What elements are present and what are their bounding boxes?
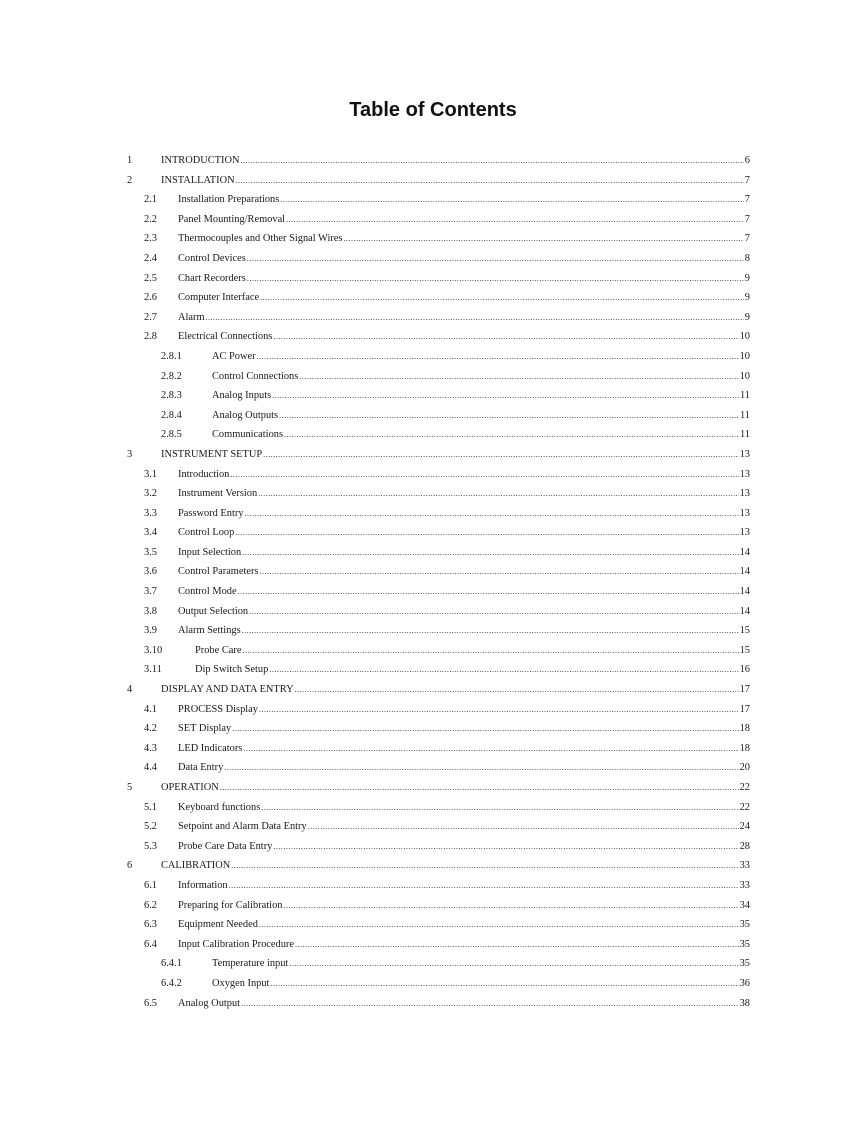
toc-entry-page-number: 14 — [739, 586, 750, 598]
toc-entry-number: 3.7 — [144, 586, 157, 598]
toc-dot-leader — [279, 406, 739, 426]
toc-entry-title: Control Loop — [178, 527, 235, 539]
toc-entry-number: 6.4 — [144, 938, 157, 950]
toc-entry-page-number: 34 — [739, 899, 750, 911]
toc-entry-title: SET Display — [178, 723, 232, 735]
toc-entry-number: 2.7 — [144, 311, 157, 323]
toc-dot-leader — [289, 954, 738, 974]
toc-entry-page-number: 17 — [739, 684, 750, 696]
toc-entry-line — [178, 327, 750, 347]
toc-entry-number: 5.3 — [144, 840, 157, 852]
toc-entry-number: 6 — [127, 860, 133, 872]
toc-entry[interactable] — [0, 876, 866, 896]
toc-entry-line — [178, 798, 750, 818]
toc-entry-line — [178, 190, 750, 210]
toc-entry-title: Equipment Needed — [178, 919, 258, 931]
toc-entry[interactable] — [0, 406, 866, 426]
toc-entry-number: 6.3 — [144, 919, 157, 931]
toc-entry-page-number: 28 — [739, 840, 750, 852]
toc-entry[interactable] — [0, 229, 866, 249]
toc-entry-line — [195, 660, 750, 680]
toc-entry-title: Password Entry — [178, 507, 244, 519]
toc-entry[interactable] — [0, 562, 866, 582]
toc-dot-leader — [249, 602, 738, 622]
toc-dot-leader — [243, 739, 738, 759]
toc-entry-page-number: 35 — [739, 938, 750, 950]
toc-entry[interactable] — [0, 523, 866, 543]
toc-dot-leader — [241, 151, 744, 171]
toc-dot-leader — [259, 915, 739, 935]
toc-entry-number: 2.4 — [144, 252, 157, 264]
toc-entry-page-number: 15 — [739, 644, 750, 656]
toc-entry[interactable] — [0, 758, 866, 778]
toc-entry[interactable] — [0, 602, 866, 622]
toc-entry[interactable] — [0, 484, 866, 504]
toc-entry[interactable] — [0, 249, 866, 269]
toc-entry-number: 2.3 — [144, 233, 157, 245]
toc-dot-leader — [229, 876, 739, 896]
toc-entry-line — [212, 386, 750, 406]
toc-entry-page-number: 18 — [739, 723, 750, 735]
toc-entry-line — [178, 602, 750, 622]
toc-entry[interactable] — [0, 954, 866, 974]
toc-entry-number: 2 — [127, 174, 133, 186]
toc-dot-leader — [280, 190, 744, 210]
toc-dot-leader — [257, 347, 739, 367]
toc-entry-title: Control Devices — [178, 252, 246, 264]
toc-entry-title: Control Connections — [212, 370, 299, 382]
toc-entry-page-number: 6 — [744, 155, 750, 166]
toc-dot-leader — [286, 210, 744, 230]
toc-entry[interactable] — [0, 190, 866, 210]
toc-dot-leader — [230, 465, 738, 485]
toc-entry-line — [178, 484, 750, 504]
toc-entry-page-number: 11 — [739, 390, 750, 402]
toc-entry-page-number: 10 — [739, 331, 750, 343]
toc-entry-page-number: 38 — [739, 997, 750, 1009]
toc-dot-leader — [273, 327, 738, 347]
toc-entry-title: Introduction — [178, 468, 230, 480]
toc-entry-page-number: 13 — [739, 507, 750, 519]
toc-entry-page-number: 18 — [739, 742, 750, 754]
toc-entry-page-number: 7 — [744, 233, 750, 245]
toc-dot-leader — [241, 994, 739, 1014]
toc-entry-line — [178, 719, 750, 739]
toc-entry-title: Analog Output — [178, 997, 241, 1009]
toc-entry-title: Alarm Settings — [178, 625, 241, 637]
toc-entry-page-number: 8 — [744, 252, 750, 264]
toc-entry-line — [178, 543, 750, 563]
toc-entry-number: 6.4.2 — [161, 977, 182, 989]
toc-entry-title: Information — [178, 879, 228, 891]
toc-entry-line — [178, 249, 750, 269]
toc-entry[interactable] — [0, 210, 866, 230]
toc-entry[interactable] — [0, 680, 866, 700]
toc-entry-number: 5.1 — [144, 801, 157, 813]
toc-entry[interactable] — [0, 367, 866, 387]
toc-entry-title: INSTRUMENT SETUP — [161, 448, 263, 460]
toc-entry[interactable] — [0, 347, 866, 367]
toc-dot-leader — [260, 288, 744, 308]
toc-entry-page-number: 11 — [739, 409, 750, 421]
toc-dot-leader — [242, 641, 738, 661]
toc-dot-leader — [231, 856, 738, 876]
toc-entry-number: 4.1 — [144, 703, 157, 715]
toc-entry[interactable] — [0, 308, 866, 328]
toc-entry-page-number: 35 — [739, 919, 750, 931]
toc-entry-number: 4.3 — [144, 742, 157, 754]
toc-entry-title: Setpoint and Alarm Data Entry — [178, 821, 307, 833]
toc-entry-number: 6.4.1 — [161, 958, 182, 970]
toc-entry-number: 3.11 — [144, 664, 162, 676]
toc-entry-number: 3.10 — [144, 644, 163, 656]
toc-entry-line — [178, 915, 750, 935]
toc-entry-number: 4 — [127, 684, 133, 696]
toc-entry-number: 2.8.1 — [161, 350, 182, 362]
toc-entry-line — [212, 406, 750, 426]
toc-entry-line — [212, 954, 750, 974]
toc-entry-title: AC Power — [212, 350, 256, 362]
toc-entry-title: Probe Care Data Entry — [178, 840, 273, 852]
toc-entry-title: Input Selection — [178, 546, 242, 558]
toc-entry-page-number: 10 — [739, 370, 750, 382]
toc-entry-line — [178, 700, 750, 720]
toc-entry-title: Data Entry — [178, 762, 224, 774]
toc-entry[interactable] — [0, 935, 866, 955]
toc-entry-number: 3.4 — [144, 527, 157, 539]
toc-entry-title: Analog Inputs — [212, 390, 272, 402]
toc-entry[interactable] — [0, 288, 866, 308]
toc-entry-line — [178, 758, 750, 778]
toc-entry-page-number: 7 — [744, 174, 750, 186]
toc-dot-leader — [343, 229, 743, 249]
toc-entry-line — [161, 778, 750, 798]
toc-entry-title: Probe Care — [195, 644, 242, 656]
toc-entry[interactable] — [0, 739, 866, 759]
toc-entry-line — [178, 896, 750, 916]
toc-entry-title: Input Calibration Procedure — [178, 938, 294, 950]
toc-dot-leader — [284, 425, 739, 445]
toc-entry-line — [212, 347, 750, 367]
toc-dot-leader — [245, 504, 739, 524]
toc-dot-leader — [261, 798, 738, 818]
toc-entry-line — [161, 445, 750, 465]
toc-entry-number: 5 — [127, 782, 133, 793]
toc-entry[interactable] — [0, 171, 866, 191]
toc-entry-number: 2.8.5 — [161, 429, 182, 441]
toc-entry-page-number: 22 — [739, 782, 750, 793]
toc-entry[interactable] — [0, 465, 866, 485]
toc-entry-line — [178, 523, 750, 543]
toc-entry[interactable] — [0, 641, 866, 661]
toc-entry-number: 6.2 — [144, 899, 157, 911]
toc-dot-leader — [283, 896, 738, 916]
toc-entry-title: Computer Interface — [178, 292, 260, 304]
toc-entry[interactable] — [0, 700, 866, 720]
toc-entry-line — [178, 210, 750, 230]
toc-entry-line — [161, 856, 750, 876]
toc-entry-page-number: 16 — [739, 664, 750, 676]
toc-entry-page-number: 13 — [739, 468, 750, 480]
toc-entry-line — [178, 465, 750, 485]
toc-entry[interactable] — [0, 837, 866, 857]
toc-entry[interactable] — [0, 778, 866, 798]
toc-entry-line — [178, 739, 750, 759]
toc-entry-title: Control Mode — [178, 586, 237, 598]
toc-entry-number: 2.8 — [144, 331, 157, 343]
toc-entry-line — [178, 562, 750, 582]
toc-entry-title: Installation Preparations — [178, 194, 280, 206]
toc-dot-leader — [242, 621, 739, 641]
toc-entry-title: Thermocouples and Other Signal Wires — [178, 233, 343, 245]
toc-entry-page-number: 33 — [739, 860, 750, 872]
toc-entry-number: 1 — [127, 155, 133, 166]
toc-entry-title: LED Indicators — [178, 742, 243, 754]
toc-entry-number: 2.6 — [144, 292, 157, 304]
toc-dot-leader — [247, 249, 744, 269]
toc-entry-title: Preparing for Calibration — [178, 899, 283, 911]
toc-entry-page-number: 13 — [739, 448, 750, 460]
toc-entry-line — [178, 504, 750, 524]
toc-entry-page-number: 14 — [739, 605, 750, 617]
toc-entry[interactable] — [0, 269, 866, 289]
toc-entry-line — [212, 367, 750, 387]
toc-dot-leader — [232, 719, 738, 739]
toc-entry[interactable] — [0, 543, 866, 563]
toc-entry-line — [178, 229, 750, 249]
toc-entry-title: Analog Outputs — [212, 409, 279, 421]
toc-dot-leader — [235, 523, 738, 543]
toc-entry-number: 2.1 — [144, 194, 157, 206]
toc-entry-title: Control Parameters — [178, 566, 259, 578]
toc-entry-page-number: 11 — [739, 429, 750, 441]
toc-entry-page-number: 14 — [739, 566, 750, 578]
toc-entry-page-number: 14 — [739, 546, 750, 558]
toc-entry-number: 3.6 — [144, 566, 157, 578]
toc-dot-leader — [270, 974, 738, 994]
toc-entry[interactable] — [0, 504, 866, 524]
toc-entry-line — [178, 288, 750, 308]
toc-entry-page-number: 7 — [744, 213, 750, 225]
toc-entry-title: Temperature input — [212, 958, 289, 970]
toc-entry-number: 6.1 — [144, 879, 157, 891]
toc-dot-leader — [242, 543, 738, 563]
toc-dot-leader — [247, 269, 744, 289]
page-title: Table of Contents — [349, 99, 517, 121]
toc-entry[interactable] — [0, 915, 866, 935]
toc-entry-title: DISPLAY AND DATA ENTRY — [161, 684, 294, 696]
toc-entry[interactable] — [0, 327, 866, 347]
toc-dot-leader — [272, 386, 739, 406]
toc-entry-line — [178, 837, 750, 857]
toc-entry-number: 3.8 — [144, 605, 157, 617]
toc-entry-page-number: 13 — [739, 488, 750, 500]
toc-entry-page-number: 13 — [739, 527, 750, 539]
toc-entry[interactable] — [0, 974, 866, 994]
toc-dot-leader — [295, 935, 739, 955]
toc-entry-title: Dip Switch Setup — [195, 664, 269, 676]
toc-entry[interactable] — [0, 582, 866, 602]
toc-entry[interactable] — [0, 719, 866, 739]
toc-entry-number: 3.9 — [144, 625, 157, 637]
toc-dot-leader — [260, 562, 739, 582]
toc-entry-line — [212, 974, 750, 994]
toc-entry-page-number: 22 — [739, 801, 750, 813]
toc-entry-number: 3.2 — [144, 488, 157, 500]
toc-dot-leader — [220, 778, 739, 798]
toc-entry-page-number: 7 — [744, 194, 750, 206]
toc-entry-number: 2.5 — [144, 272, 157, 284]
toc-entry-number: 2.8.4 — [161, 409, 182, 421]
toc-entry[interactable] — [0, 798, 866, 818]
toc-entry-number: 3.1 — [144, 468, 157, 480]
toc-entry-page-number: 24 — [739, 821, 750, 833]
toc-dot-leader — [269, 660, 738, 680]
toc-entry[interactable] — [0, 151, 866, 171]
toc-dot-leader — [263, 445, 738, 465]
toc-entry-title: Output Selection — [178, 605, 249, 617]
toc-entry-page-number: 9 — [744, 292, 750, 304]
toc-entry-line — [212, 425, 750, 445]
toc-entry-page-number: 15 — [739, 625, 750, 637]
toc-entry[interactable] — [0, 817, 866, 837]
toc-entry-number: 2.8.2 — [161, 370, 182, 382]
toc-entry-title: PROCESS Display — [178, 703, 258, 715]
toc-entry-number: 3.5 — [144, 546, 157, 558]
toc-dot-leader — [259, 700, 739, 720]
toc-entry-number: 3 — [127, 448, 133, 460]
toc-entry-title: CALIBRATION — [161, 860, 231, 872]
toc-entry-title: Panel Mounting/Removal — [178, 213, 286, 225]
toc-entry[interactable] — [0, 660, 866, 680]
toc-list — [0, 151, 866, 1013]
toc-entry-title: Instrument Version — [178, 488, 258, 500]
toc-dot-leader — [258, 484, 738, 504]
toc-entry-page-number: 10 — [739, 350, 750, 362]
toc-entry-page-number: 9 — [744, 272, 750, 284]
toc-entry-line — [178, 935, 750, 955]
toc-entry-number: 4.2 — [144, 723, 157, 735]
toc-entry-number: 2.2 — [144, 213, 157, 225]
toc-entry-number: 6.5 — [144, 997, 157, 1009]
toc-entry-page-number: 17 — [739, 703, 750, 715]
toc-entry-title: Communications — [212, 429, 283, 441]
toc-entry[interactable] — [0, 445, 866, 465]
toc-entry-page-number: 9 — [744, 311, 750, 323]
toc-entry-line — [195, 641, 750, 661]
toc-entry-line — [178, 994, 750, 1014]
toc-dot-leader — [206, 308, 744, 328]
toc-entry-line — [178, 269, 750, 289]
toc-dot-leader — [238, 582, 739, 602]
toc-dot-leader — [299, 367, 738, 387]
toc-entry[interactable] — [0, 994, 866, 1014]
toc-entry-line — [178, 308, 750, 328]
toc-dot-leader — [224, 758, 738, 778]
toc-entry-title: Chart Recorders — [178, 272, 246, 284]
toc-entry-title: OPERATION — [161, 782, 219, 793]
toc-dot-leader — [308, 817, 739, 837]
toc-entry-line — [178, 876, 750, 896]
toc-entry-line — [178, 621, 750, 641]
toc-entry-number: 2.8.3 — [161, 390, 182, 402]
toc-entry-title: Alarm — [178, 311, 205, 323]
toc-dot-leader — [273, 837, 738, 857]
toc-dot-leader — [236, 171, 744, 191]
toc-entry[interactable] — [0, 386, 866, 406]
toc-entry-title: Oxygen Input — [212, 977, 270, 989]
toc-entry-page-number: 35 — [739, 958, 750, 970]
toc-entry-title: INSTALLATION — [161, 174, 235, 186]
toc-entry-number: 5.2 — [144, 821, 157, 833]
toc-entry-number: 3.3 — [144, 507, 157, 519]
toc-entry-line — [161, 680, 750, 700]
toc-entry-number: 4.4 — [144, 762, 157, 774]
toc-entry-line — [161, 171, 750, 191]
toc-entry-page-number: 36 — [739, 977, 750, 989]
toc-entry-line — [161, 151, 750, 171]
toc-entry-title: INTRODUCTION — [161, 155, 240, 166]
toc-entry-page-number: 33 — [739, 879, 750, 891]
toc-entry-title: Electrical Connections — [178, 331, 273, 343]
toc-entry-title: Keyboard functions — [178, 801, 261, 813]
toc-entry-line — [178, 817, 750, 837]
toc-entry[interactable] — [0, 425, 866, 445]
toc-dot-leader — [295, 680, 739, 700]
toc-entry-page-number: 20 — [739, 762, 750, 774]
toc-entry[interactable] — [0, 856, 866, 876]
toc-entry-line — [178, 582, 750, 602]
toc-entry[interactable] — [0, 896, 866, 916]
toc-entry[interactable] — [0, 621, 866, 641]
